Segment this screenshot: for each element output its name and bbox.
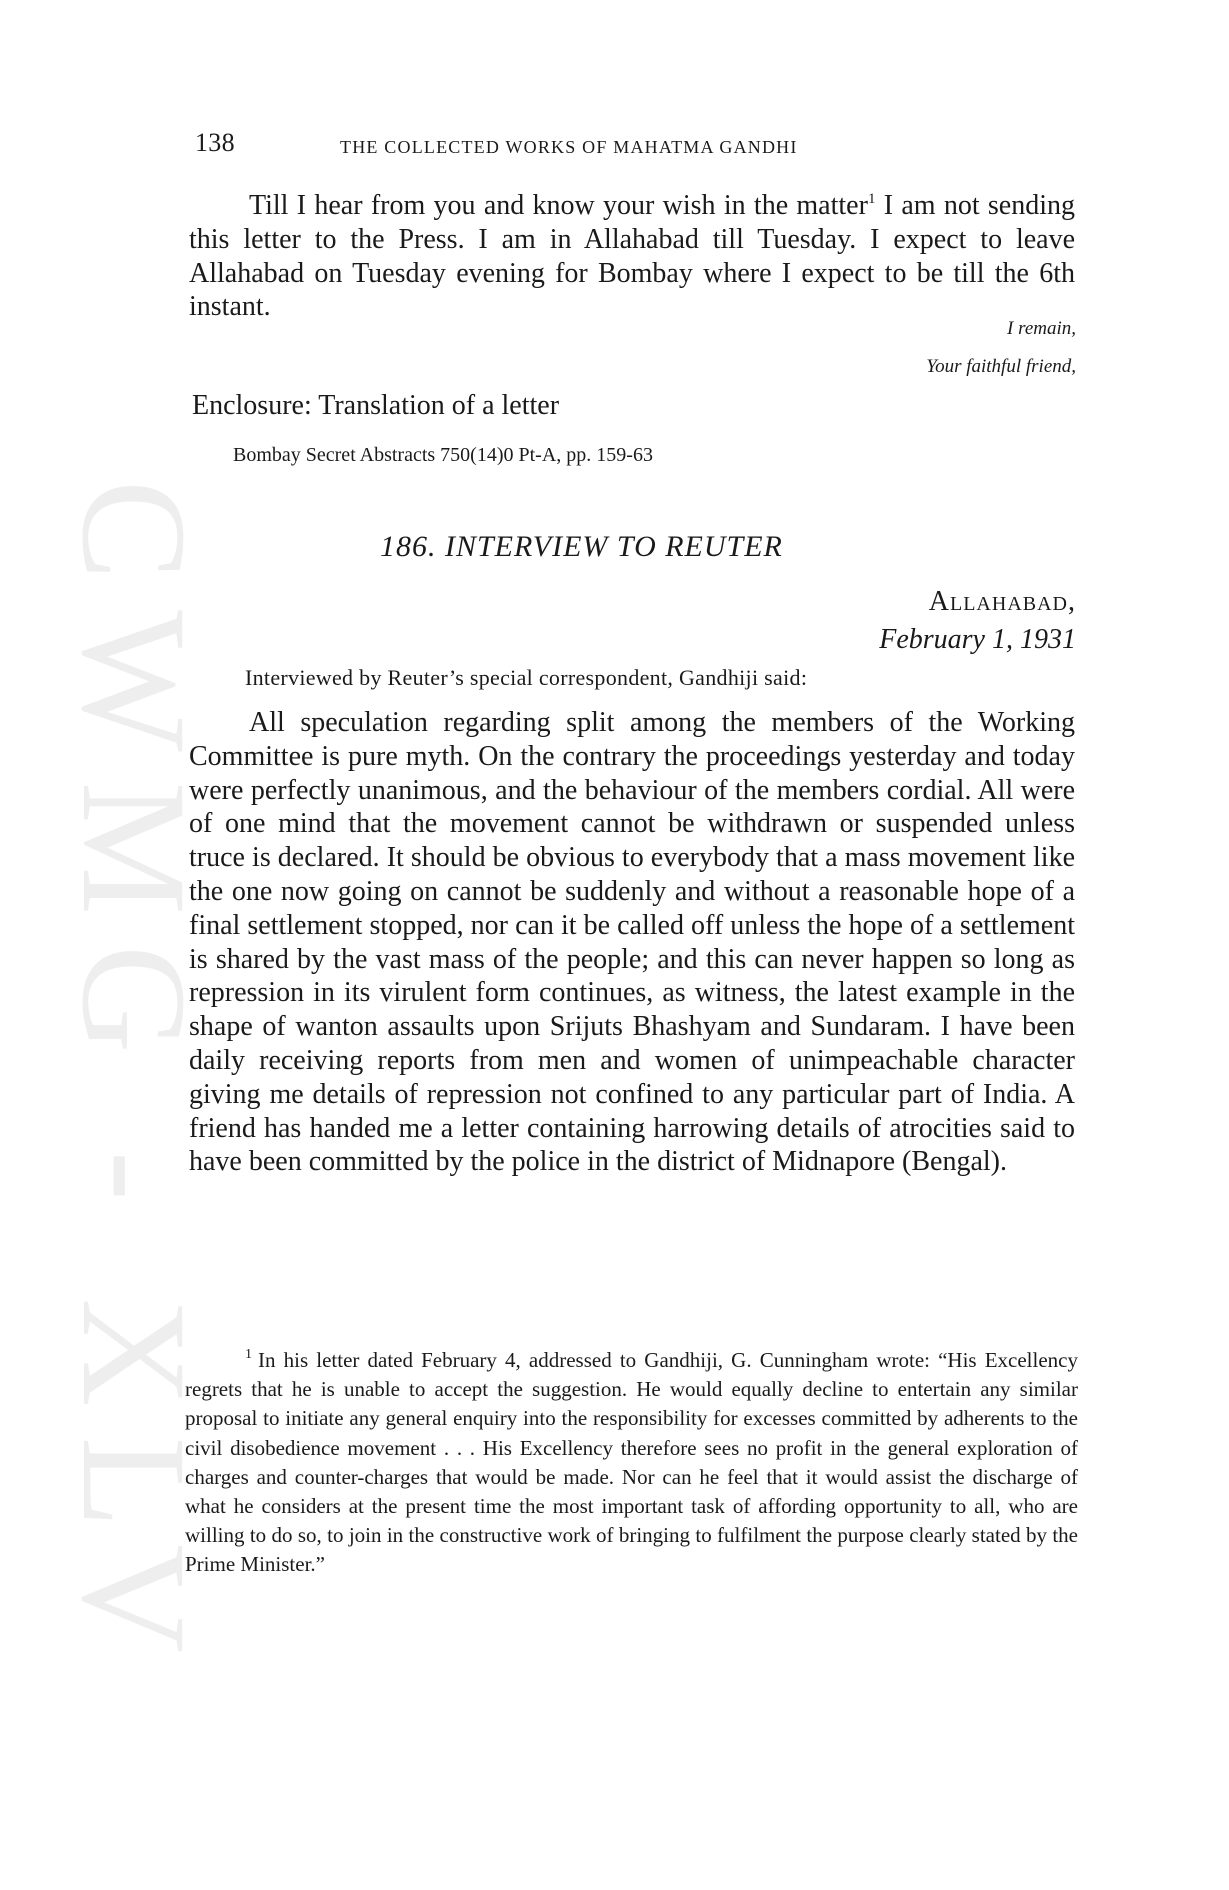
footnote-reference[interactable]: 1 <box>867 191 876 207</box>
closing-remain: I remain, <box>1007 318 1076 339</box>
letter-text-part1: Till I hear from you and know your wish in the matter <box>249 190 868 221</box>
enclosure-line: Enclosure: Translation of a letter <box>192 390 560 421</box>
source-citation: Bombay Secret Abstracts 750(14)0 Pt-A, pp. 159-63 <box>233 444 653 466</box>
letter-text-part2: I am not sending this letter to the Press. I am in Allahabad till Tuesday. I expect to leave Allahabad on Tuesday evening for Bombay where I expect to be till the 6th instant. <box>189 190 1076 323</box>
watermark-text: CWMG - XLV <box>51 480 217 1683</box>
page-number: 138 <box>195 128 235 157</box>
footnote <box>185 1340 1078 1580</box>
place-line: Allahabad, <box>928 586 1076 617</box>
footnote-text: In his letter dated February 4, addressed to Gandhiji, G. Cunningham wrote: “His Excellency regrets that he is unable to accept the suggestion. He would equally decline to entertain any similar proposal to initiate any general enquiry into the responsibility for excesses committed by adherents to the civil disobedience movement . . . His Excellency therefore sees no profit in the general exploration of charges and counter-charges that would be made. Nor can he feel that it would assist the discharge of what he considers at the present time the most important task of affording opportunity to all, who are willing to do so, to join in the constructive work of bringing to fulfilment the purpose clearly stated by the Prime Minister.” <box>185 1348 1078 1577</box>
section-title: 186. INTERVIEW TO REUTER <box>380 530 783 563</box>
date-line: February 1, 1931 <box>879 624 1076 655</box>
interview-paragraph: All speculation regarding split among the members of the Working Committee is pure myth. On the contrary the proceedings yesterday and today were perfectly unanimous, and the behaviour of the members cordial. All were of one mind that the movement cannot be withdrawn or suspended unless truce is declared. It should be obvious to everybody that a mass movement like the one now going on cannot be suddenly and without a reasonable hope of a final settlement stopped, nor can it be called off unless the hope of a settlement is shared by the vast mass of the people; and this can never happen so long as repression in its virulent form continues, as witness, the latest example in the shape of wanton assaults upon Srijuts Bhashyam and Sundaram. I have been daily receiving reports from men and women of unimpeachable character giving me details of repression not confined to any particular part of India. A friend has handed me a letter containing harrowing details of atrocities said to have been committed by the police in the district of Midnapore (Bengal). <box>189 707 1075 1178</box>
closing-friend: Your faithful friend, <box>926 356 1076 377</box>
running-head: THE COLLECTED WORKS OF MAHATMA GANDHI <box>340 137 798 157</box>
intro-line: Interviewed by Reuter’s special correspondent, Gandhiji said: <box>245 665 808 690</box>
letter-paragraph <box>189 183 1075 324</box>
footnote-mark: 1 <box>245 1347 252 1362</box>
